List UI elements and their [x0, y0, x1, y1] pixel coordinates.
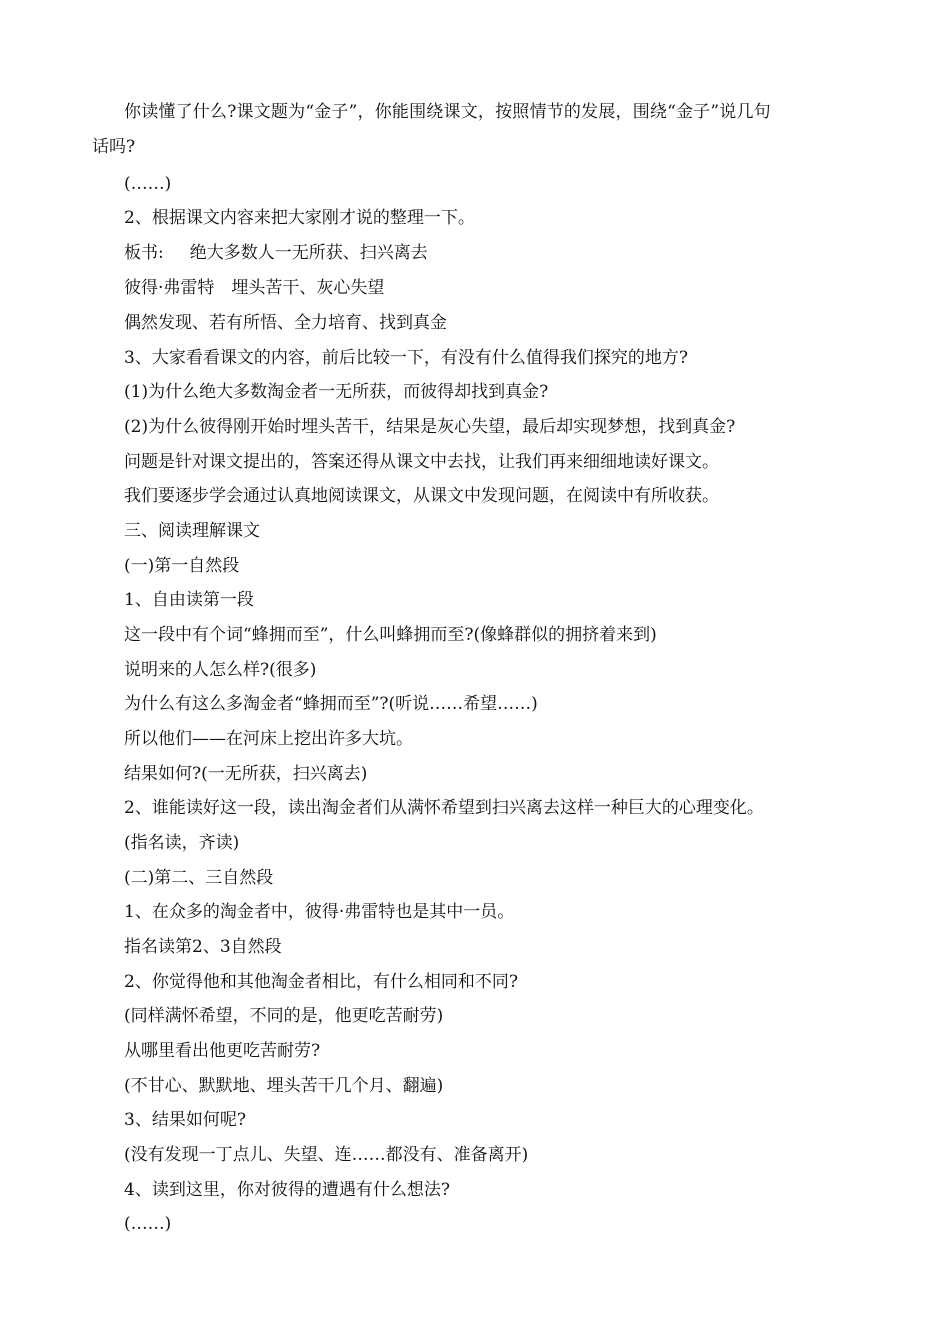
- paragraph-line: 指名读第2、3自然段: [124, 937, 282, 957]
- paragraph-line: 2、谁能读好这一段，读出淘金者们从满怀希望到扫兴离去这样一种巨大的心理变化。: [124, 798, 764, 818]
- paragraph-line: 1、在众多的淘金者中，彼得·弗雷特也是其中一员。: [124, 902, 515, 922]
- paragraph-line: 1、自由读第一段: [124, 590, 254, 610]
- paragraph-line: 4、读到这里，你对彼得的遭遇有什么想法?: [124, 1180, 450, 1200]
- paragraph-line: 话吗?: [92, 137, 136, 157]
- paragraph-line: (1)为什么绝大多数淘金者一无所获，而彼得却找到真金?: [124, 382, 549, 402]
- board-notes-label: 板书:: [124, 243, 164, 263]
- paragraph-line: 3、大家看看课文的内容，前后比较一下，有没有什么值得我们探究的地方?: [124, 348, 688, 368]
- paragraph-line: 这一段中有个词“蜂拥而至”，什么叫蜂拥而至?(像蜂群似的拥挤着来到): [124, 625, 657, 645]
- paragraph-line: (不甘心、默默地、埋头苦干几个月、翻遍): [124, 1076, 444, 1096]
- paragraph-line: 你读懂了什么?课文题为“金子”，你能围绕课文，按照情节的发展，围绕“金子”说几句: [124, 102, 771, 122]
- paragraph-line: (……): [124, 1214, 172, 1234]
- paragraph-line: 为什么有这么多淘金者“蜂拥而至”?(听说……希望……): [124, 694, 538, 714]
- paragraph-line: 说明来的人怎么样?(很多): [124, 660, 317, 680]
- paragraph-line: 偶然发现、若有所悟、全力培育、找到真金: [124, 313, 447, 333]
- paragraph-line: (同样满怀希望，不同的是，他更吃苦耐劳): [124, 1006, 444, 1026]
- board-notes-text: 绝大多数人一无所获、扫兴离去: [189, 243, 428, 263]
- subsection-heading: (二)第二、三自然段: [124, 868, 274, 888]
- paragraph-line: 从哪里看出他更吃苦耐劳?: [124, 1041, 321, 1061]
- board-notes-line: [124, 241, 428, 265]
- paragraph-line: (指名读，齐读): [124, 833, 240, 853]
- paragraph-line: 所以他们——在河床上挖出许多大坑。: [124, 729, 413, 749]
- paragraph-line: 结果如何?(一无所获，扫兴离去): [124, 764, 368, 784]
- paragraph-line: 彼得·弗雷特 埋头苦干、灰心失望: [124, 278, 385, 298]
- paragraph-line: 2、你觉得他和其他淘金者相比，有什么相同和不同?: [124, 972, 518, 992]
- paragraph-line: 问题是针对课文提出的，答案还得从课文中去找，让我们再来细细地读好课文。: [124, 452, 719, 472]
- paragraph-line: 3、结果如何呢?: [124, 1110, 246, 1130]
- paragraph-line: (2)为什么彼得刚开始时埋头苦干，结果是灰心失望，最后却实现梦想，找到真金?: [124, 417, 736, 437]
- paragraph-line: (没有发现一丁点儿、失望、连……都没有、准备离开): [124, 1145, 529, 1165]
- subsection-heading: (一)第一自然段: [124, 556, 240, 576]
- paragraph-line: (……): [124, 174, 172, 194]
- section-heading: 三、阅读理解课文: [124, 521, 260, 541]
- paragraph-line: 我们要逐步学会通过认真地阅读课文，从课文中发现问题，在阅读中有所收获。: [124, 486, 719, 506]
- paragraph-line: 2、根据课文内容来把大家刚才说的整理一下。: [124, 208, 475, 228]
